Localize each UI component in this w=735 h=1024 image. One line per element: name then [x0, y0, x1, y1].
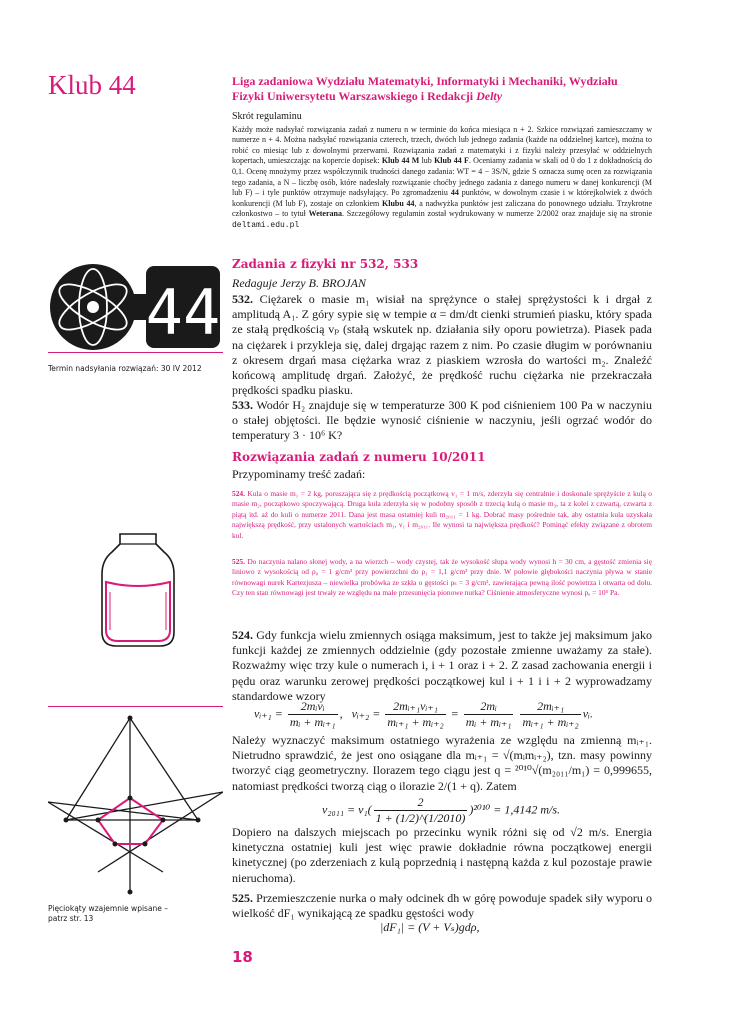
editor-line: Redaguje Jerzy B. BROJAN	[232, 276, 366, 290]
rules-summary: Skrót regulaminu Każdy może nadsyłać rozwiązania zadań z numeru n w terminie do końca miesiąca n + 2. Szkice rozwiązań zamieszczamy w numerze n + 4. Można nadsyłać rozwiązania czterech, trzech, dwóch lub jednego zadania (każde na oddzielnej kartce), można to robić co miesiąc lub z dowolnymi przerwami. Rozwiązania zadań z matematyki i z fizyki należy przesyłać w oddzielnych kopertach, umieszczając na kopercie dopisek: Klub 44 M lub Klub 44 F. Oceniamy zadania w skali od 0 do 1 z dokładnością do 0,1. Ocenę mnożymy przez współczynnik trudności danego zadania: WT = 4 − 3S/N, gdzie S oznacza sumę ocen za rozwiązania tego zadania, a N – liczbę osób, które nadesłały rozwiązanie choćby jednego zadania z danego numeru w danej konkurencji (M lub F) – i tyle punktów otrzymuje nadsyłający. Po zgromadzeniu 44 punktów, w dowolnym czasie i w którejkolwiek z dwóch konkurencji (M lub F), zostaje on członkiem Klubu 44, a nadwyżka punktów jest zaliczana do ponownego udziału. Trzykrotne członkostwo – to tytuł Weterana. Szczegółowy regulamin został wydrukowany w numerze 2/2002 oraz znajduje się na stronie deltami.edu.pl	[232, 111, 653, 230]
klub-44-logo	[48, 262, 223, 352]
problem-532: 532. Ciężarek o masie m₁ wisiał na sprężynce o stałej sprężystości k i drgał z amplitudą A₁. Z góry sypie się w tempie α = dm/dt cienki strumień piasku, który spada ze stałą prędkością vₚ (stałą wskutek np. działania siły oporu powietrza). Piasek pada na ciężarek i przykleja się, dalej drgając razem z nim. Po czasie długim w porównaniu z okresem drgań masa ciężarka wraz z piaskiem wzrosła do wartości m₂. Znaleźć końcową amplitudę drgań. Założyć, że prędkość ruchu ciężarka nie przekraczała prędkości spadku piasku.	[232, 292, 653, 398]
section-heading: Zadania z fizyki nr 532, 533	[232, 257, 419, 271]
deadline: Termin nadsyłania rozwiązań: 30 IV 2012	[48, 364, 202, 373]
klub-title: Klub 44	[48, 70, 136, 100]
formula-velocities: vᵢ₊₁ = $\frac{\text{2mᵢvᵢ}}{\text{mᵢ + mᵢ₊₁}}$ , vᵢ₊₂ = $\frac{\text{2mᵢ₊₁vᵢ₊₁}}{\text{mᵢ₊₁ + mᵢ₊₂}}$ = $\frac{\text{2mᵢ}}{\text{mᵢ + mᵢ₊₁}}$ $\frac{\text{2mᵢ₊₁}}{\text{mᵢ₊₁ + mᵢ₊₂}}$ vᵢ.	[254, 699, 593, 729]
section-heading: Rozwiązania zadań z numeru 10/2011	[232, 450, 486, 464]
solution-524: 524. Gdy funkcja wielu zmiennych osiąga maksimum, jest to także jej maksimum jako funkcji każdej ze zmiennych oddzielnie (gdy pozostałe zmienne uważamy za stałe). Rozważmy więc trzy kule o numerach i, i + 1 oraz i + 2. Z zasad zachowania energii i pędu oraz warunku zerowej prędkości początkowej kul i + 1 i i + 2 wyprowadzamy standardowe wzory	[232, 628, 652, 703]
problem-524-statement: 524. Kula o masie m₁ = 2 kg, poruszająca się z prędkością początkową v₁ = 1 m/s, zderzyła się centralnie i doskonale sprężyście z kulą o masie m₂, początkowo spoczywającą. Druga kula zderzyła się w podobny sposób z trzecią kulą o masie m₃, ta z kolei z czwartą, czwarta z piątą itd. aż do kuli o numerze 2011. Dana jest masa ostatniej kuli m₂₀₁₁ = 1 kg. Dobrać masy pośrednie tak, aby ostatnia kula uzyskała największą prędkość, przy ustalonych wartościach m₁, v₁ i m₂₀₁₁. Ile wynosi ta największa prędkość? Pominąć efekty związane z obrotem kul.	[232, 489, 652, 540]
page-title: Liga zadaniowa Wydziału Matematyki, Informatyki i Mechaniki, Wydziału Fizyki Uniwersytetu Warszawskiego i Redakcji Delty	[232, 74, 618, 103]
formula-buoyancy: |dF₁| = (V + Vₛ)gdρ,	[380, 920, 480, 934]
rules-subtitle: Skrót regulaminu	[232, 111, 302, 122]
divider	[48, 352, 223, 353]
solution-524-end: Dopiero na dalszych miejscach po przecinku wynik różni się od √2 m/s. Energia kinetyczna ostatniej kuli jest więc prawie dokładnie równa początkowej energii kinetycznej (po zderzeniach z kulą poprzednią i następną każda z kul pozostaje prawie nieruchoma).	[232, 825, 652, 885]
pentagons-illustration	[48, 712, 223, 897]
figure-caption: Pięciokąty wzajemnie wpisane – patrz str. 13	[48, 904, 169, 923]
solution-524-cont: Należy wyznaczyć maksimum ostatniego wyrażenia ze względu na zmienną mᵢ₊₁. Nietrudno sprawdzić, że jest ono osiągane dla mᵢ₊₁ = √(mᵢmᵢ₊₂), tzn. masy powinny tworzyć ciąg geometryczny. Ilorazem tego ciągu jest q = ²⁰¹⁰√(m₂₀₁₁/m₁) = 0,999655, natomiast prędkości tworzą ciąg o ilorazie 2/(1 + q). Zatem	[232, 733, 652, 793]
problem-525-statement: 525. Do naczynia nalano słonej wody, a na wierzch – wody czystej, tak że wysokość słupa wody wynosi h = 30 cm, a gęstość zmienia się liniowo z wysokością od ρ₀ = 1 g/cm³ przy powierzchni do ρ₁ = 1,1 g/cm³ przy dnie. W połowie głębokości naczynia pływa w stanie równowagi nurek Kartezjusza – niewielka probówka ze szkła o gęstości ρₛ = 3 g/cm³, zawierająca pewną ilość powietrza i otwarta od dołu. Czy ten stan równowagi jest trwały ze względu na małe przesunięcia pionowe nurka? Ciśnienie atmosferyczne wynosi pₐ = 10⁵ Pa.	[232, 557, 652, 598]
divider	[48, 706, 223, 707]
solution-525: 525. Przemieszczenie nurka o mały odcinek dh w górę powoduje spadek siły wyporu o wielkość dF₁ wynikającą ze spadku gęstości wody	[232, 891, 653, 921]
formula-final-velocity: v₂₀₁₁ = v₁( $\frac{2}{1 + (1/2)\^{}(1/2010)}$ )²⁰¹⁰ = 1,4142 m/s.	[322, 795, 561, 825]
reminder-line: Przypominamy treść zadań:	[232, 467, 366, 481]
jar-illustration	[98, 530, 178, 650]
page-number: 18	[232, 948, 253, 966]
logo-number: 44	[145, 276, 221, 349]
website-url: deltami.edu.pl	[232, 220, 300, 230]
problem-533: 533. Wodór H₂ znajduje się w temperaturze 300 K pod ciśnieniem 100 Pa w naczyniu o stałej objętości. Ile będzie wynosić ciśnienie w naczyniu, jeśli ogrzać wodór do temperatury 3 · 10⁶ K?	[232, 398, 652, 443]
